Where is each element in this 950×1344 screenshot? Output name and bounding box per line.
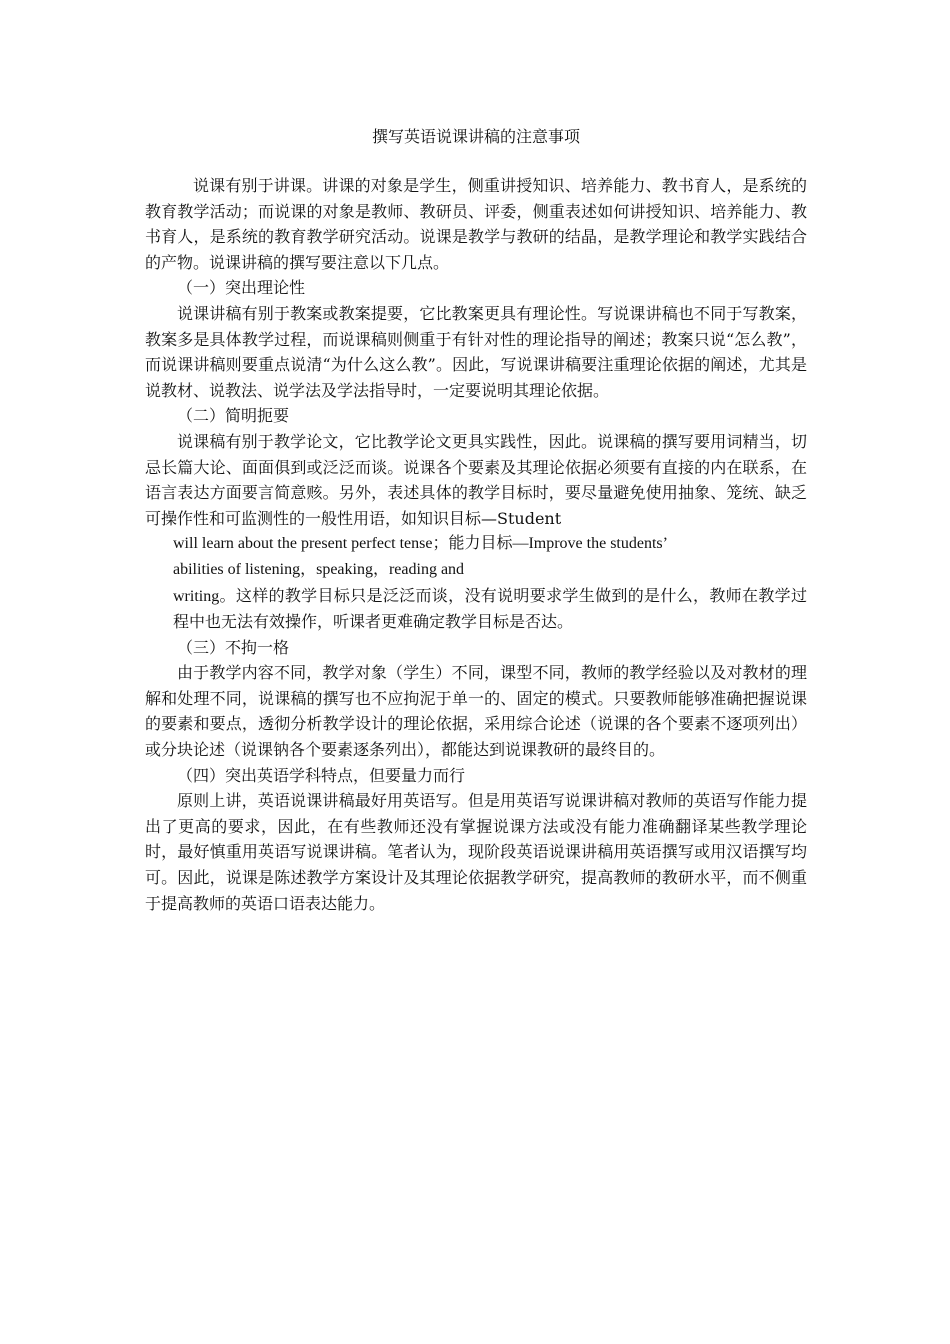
section-heading-2: （二）简明扼要 [177,406,290,426]
section-paragraph-3: 由于教学内容不同，教学对象（学生）不同，课型不同，教师的教学经验以及对教材的理解和处理不同，说课稿的撰写也不应拘泥于单一的、固定的模式。只要教师能够准确把握说课的要素和要点，透彻分析教学设计的理论依据，采用综合论述（说课的各个要素不逐项列出）或分块论述（说课钠各个要素逐条列出），都能达到说课教研的最终目的。 [145,663,807,760]
section-paragraph-4: 原则上讲，英语说课讲稿最好用英语写。但是用英语写说课讲稿对教师的英语写作能力提出了更高的要求，因此，在有些教师还没有掌握说课方法或没有能力准确翻译某些教学理论时，最好慎重用英语写说课讲稿。笔者认为，现阶段英语说课讲稿用英语撰写或用汉语撰写均可。因此，说课是陈述教学方案设计及其理论依据教学研究，提高教师的教研水平，而不侧重于提高教师的英语口语表达能力。 [145,791,807,913]
english-line-2: abilities of listening，speaking，reading and [173,560,465,578]
section-heading-1: （一）突出理论性 [177,278,306,298]
section-paragraph-2: 说课稿有别于教学论文，它比教学论文更具实践性，因此。说课稿的撰写要用词精当，切忌长篇大论、面面俱到或泛泛而谈。说课各个要素及其理论依据必须要有直接的内在联系，在语言表达方面要言简意赅。另外，表述具体的教学目标时，要尽量避免使用抽象、笼统、缺乏可操作性和可监测性的一般性用语，如知识目标—Student [145,431,807,528]
intro-paragraph: 说课有别于讲课。讲课的对象是学生，侧重讲授知识、培养能力、教书育人，是系统的教育教学活动；而说课的对象是教师、教研员、评委，侧重表述如何讲授知识、培养能力、教书育人，是系统的教育教学研究活动。说课是教学与教研的结晶，是教学理论和教学实践结合的产物。说课讲稿的撰写要注意以下几点。 [145,176,807,272]
english-line-1: will learn about the present perfect tense；能力目标—Improve the students’ [173,535,668,553]
document-page [145,0,807,1344]
section-paragraph-1: 说课讲稿有别于教案或教案提要，它比教案更具有理论性。写说课讲稿也不同于写教案，教案多是具体教学过程，而说课稿则侧重于有针对性的理论指导的阐述；教案只说“怎么教”，而说课讲稿则要重点说清“为什么这么教”。因此，写说课讲稿要注重理论依据的阐述，尤其是说教材、说教法、说学法及学法指导时，一定要说明其理论依据。 [145,303,807,400]
section-heading-4: （四）突出英语学科特点，但要量力而行 [177,765,466,785]
section-paragraph-2-continuation: 。这样的教学目标只是泛泛而谈，没有说明要求学生做到的是什么，教师在教学过程中也无法有效操作，听课者更难确定教学目标是否达。 [173,585,807,632]
section-heading-3: （三）不拘一格 [177,637,290,657]
english-word-writing: writing [173,587,220,605]
english-line-3 [145,583,807,635]
document-body [145,173,807,916]
document-title: 撰写英语说课讲稿的注意事项 [371,127,580,146]
